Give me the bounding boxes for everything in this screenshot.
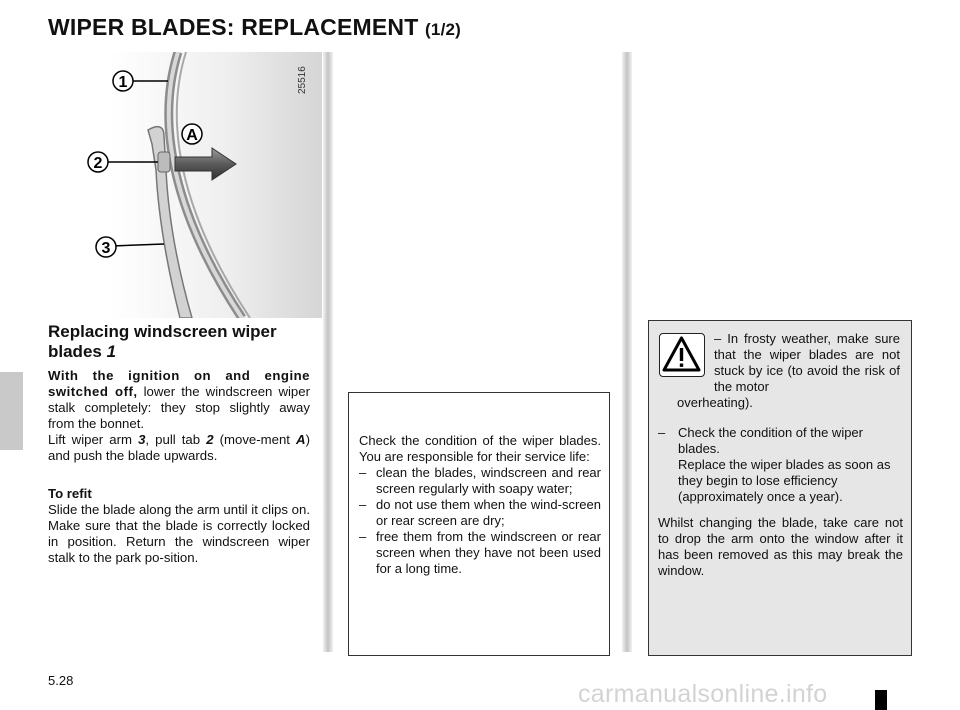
title-part-indicator: (1/2) (425, 20, 462, 39)
heading-blade-ref: 1 (106, 342, 117, 361)
svg-text:A: A (186, 127, 198, 144)
info-intro: Check the condition of the wiper blades. You are responsible for their service life: (359, 433, 601, 464)
corner-mark (875, 690, 887, 710)
callout-movement-a (182, 124, 202, 144)
refit-paragraph: Slide the blade along the arm until it clips on. Make sure that the blade is correctly locked in position. Return the windscreen wiper stalk to the park po-sition. (48, 502, 310, 565)
svg-text:1: 1 (118, 74, 128, 91)
warning-triangle-icon (659, 333, 705, 377)
callout-1 (113, 71, 133, 91)
list-item: – free them from the windscreen or rear screen when they have not been used for a long time. (359, 529, 601, 576)
column-separator-left (323, 52, 333, 652)
chapter-tab (0, 372, 23, 450)
procedure-paragraph: With the ignition on and engine switched off, lower the windscreen wiper stalk completely: they stop slightly away from the bonnet. Lift wiper arm 3, pull tab 2 (move-ment A) and push the blade upwards. (48, 368, 310, 463)
arm-ref: 3 (138, 432, 146, 447)
watermark: carmanualsonline.info (578, 680, 828, 708)
warning-item-frost-tail: overheating). (677, 395, 753, 410)
callout-3 (96, 237, 116, 257)
warning-box (648, 320, 912, 656)
title-text: WIPER BLADES: REPLACEMENT (48, 14, 419, 40)
procedure-lead: With the ignition on and engine switched off, (48, 368, 310, 399)
list-item: – do not use them when the wind-screen or rear screen are dry; (359, 497, 601, 528)
list-item: – clean the blades, windscreen and rear screen regularly with soapy water; (359, 465, 601, 496)
movement-ref: A (296, 432, 306, 447)
warning-note: Whilst changing the blade, take care not to drop the arm onto the window after it has been removed as this may break the window. (658, 515, 903, 578)
warning-item-check: – Check the condition of the wiper blades. Replace the wiper blades as soon as they begin to lose efficiency (approximately once a year). (658, 425, 891, 504)
warning-item-frost: – In frosty weather, make sure that the wiper blades are not stuck by ice (to avoid the risk of the motor (714, 331, 900, 394)
page-title (48, 14, 461, 41)
tab-ref: 2 (206, 432, 214, 447)
section-heading: Replacing windscreen wiper blades 1 (48, 322, 277, 361)
svg-text:3: 3 (101, 240, 111, 257)
svg-text:2: 2 (93, 155, 103, 172)
info-box (348, 392, 610, 656)
callout-2 (88, 152, 108, 172)
image-code: 25516 (297, 66, 308, 94)
column-separator-right (622, 52, 632, 652)
wiper-blade-illustration (60, 52, 322, 318)
page-number: 5.28 (48, 673, 74, 688)
wiper-tab-shape (158, 152, 170, 172)
refit-title: To refit (48, 486, 92, 501)
